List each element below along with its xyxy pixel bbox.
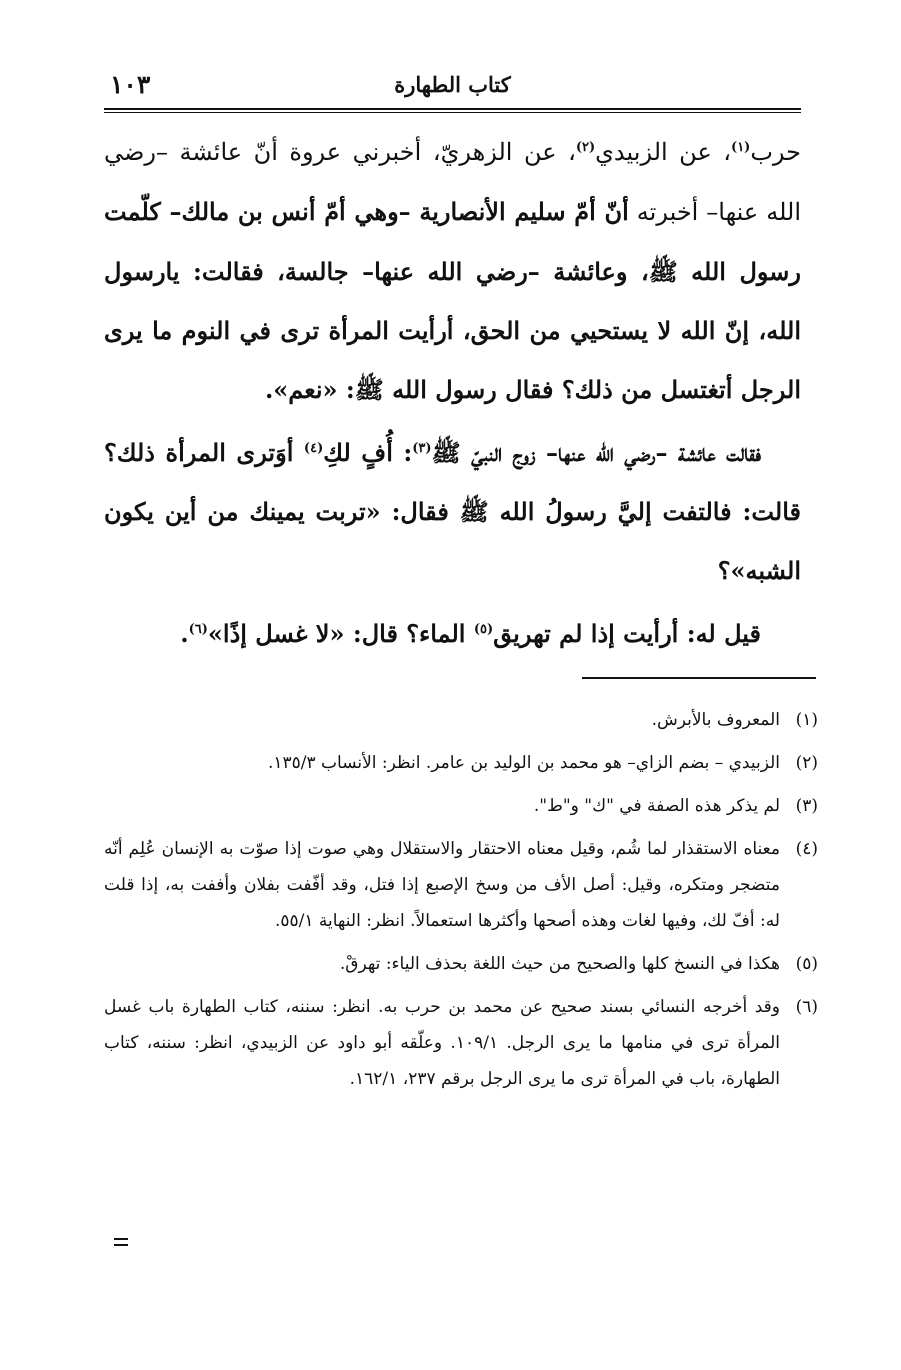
text-span: حرب [750,138,801,166]
footnote-ref-2[interactable]: (٢) [575,140,596,155]
running-header [104,72,801,106]
text-span: : أُفٍ لكِ [323,438,413,467]
footnote-ref-1[interactable]: (١) [731,140,751,155]
footnote-ref-4[interactable]: (٤) [303,441,324,456]
footnotes [104,702,818,1104]
footnote-text: لم يذكر هذه الصفة في "ك" و"ط". [533,796,780,816]
footnote-text: المعروف بالأبرش. [651,710,780,730]
paragraph-3 [104,604,801,663]
footnote-5 [104,946,818,982]
footnote-number: (٦) [795,997,818,1017]
footnote-6 [104,989,818,1097]
text-span: ، عن الزهريّ، أخبرني عروة أنّ عائشة –رضي الله عنها– أخبرته [104,138,801,226]
footnote-2 [104,745,818,781]
footnote-text: هكذا في النسخ كلها والصحيح من حيث اللغة بحذف الياء: تهرقْ. [339,954,780,974]
text-span: الماء؟ قال: «لا غسل إذًا» [207,619,474,648]
paragraph-2 [104,423,801,600]
text-span: أوَترى المرأة ذلك؟ قالت: فالتفت إليَّ رسولُ الله ﷺ فقال: «تربت يمينك من أين يكون الشبه»؟ [104,438,801,585]
footnote-number: (٣) [795,796,818,816]
footnote-number: (٢) [795,753,818,773]
paragraph-1 [104,122,801,419]
continuation-mark [114,1238,128,1246]
hadith-text: أنّ أمّ سليم الأنصارية –وهي أمّ أنس بن مالك– كلّمت رسول الله ﷺ، وعائشة –رضي الله عنها– جالسة، فقالت: يارسول الله، إنّ الله لا يستحيي من الحق، أرأيت المرأة ترى في النوم ما يرى الرجل أتغتسل من ذلك؟ فقال رسول الله ﷺ: «نعم». [104,197,801,404]
footnote-text: الزبيدي – بضم الزاي– هو محمد بن الوليد بن عامر. انظر: الأنساب ١٣٥/٣. [267,753,780,773]
footnote-3 [104,788,818,824]
footnote-separator [582,677,816,679]
footnote-4 [104,831,818,939]
text-span: . [180,619,189,648]
main-text [104,122,801,663]
chapter-title: كتاب الطهارة [394,72,511,97]
footnote-number: (٤) [795,839,818,859]
footnote-text: معناه الاستقذار لما شُم، وقيل معناه الاحتقار والاستقلال وهي صوت إذا صوّت به الإنسان عُلِم أنّه متضجر ومتكره، وقيل: أصل الأف من وسخ الإصبع إذا فتل، وقد أفّفت بفلان وأففت به، إذا قلت له: أفّ لك، وفيها لغات وهذه أصحها وأكثرها استعمالاً. انظر: النهاية ٥٥/١. [104,839,780,931]
text-span: فقالت عائشة –رضي الله عنها– زوج النبيّ ﷺ [431,438,761,467]
footnote-ref-3[interactable]: (٣) [412,441,432,456]
footnote-text: وقد أخرجه النسائي بسند صحيح عن محمد بن حرب به. انظر: سننه، كتاب الطهارة باب غسل المرأة ترى في منامها ما يرى الرجل. ١٠٩/١. وعلّقه أبو داود عن الزبيدي، انظر: سننه، كتاب الطهارة، باب في المرأة ترى ما يرى الرجل برقم ٢٣٧، ١٦٢/١. [104,997,780,1089]
text-span: ، عن الزبيدي [595,138,732,166]
footnote-number: (٥) [795,954,818,974]
page-number: ١٠٣ [110,70,151,99]
footnote-number: (١) [795,710,818,730]
text-span: قيل له: أرأيت إذا لم تهريق [493,619,761,648]
footnote-1 [104,702,818,738]
header-rule [104,108,801,113]
footnote-ref-5[interactable]: (٥) [473,622,494,637]
footnote-ref-6[interactable]: (٦) [188,622,208,637]
